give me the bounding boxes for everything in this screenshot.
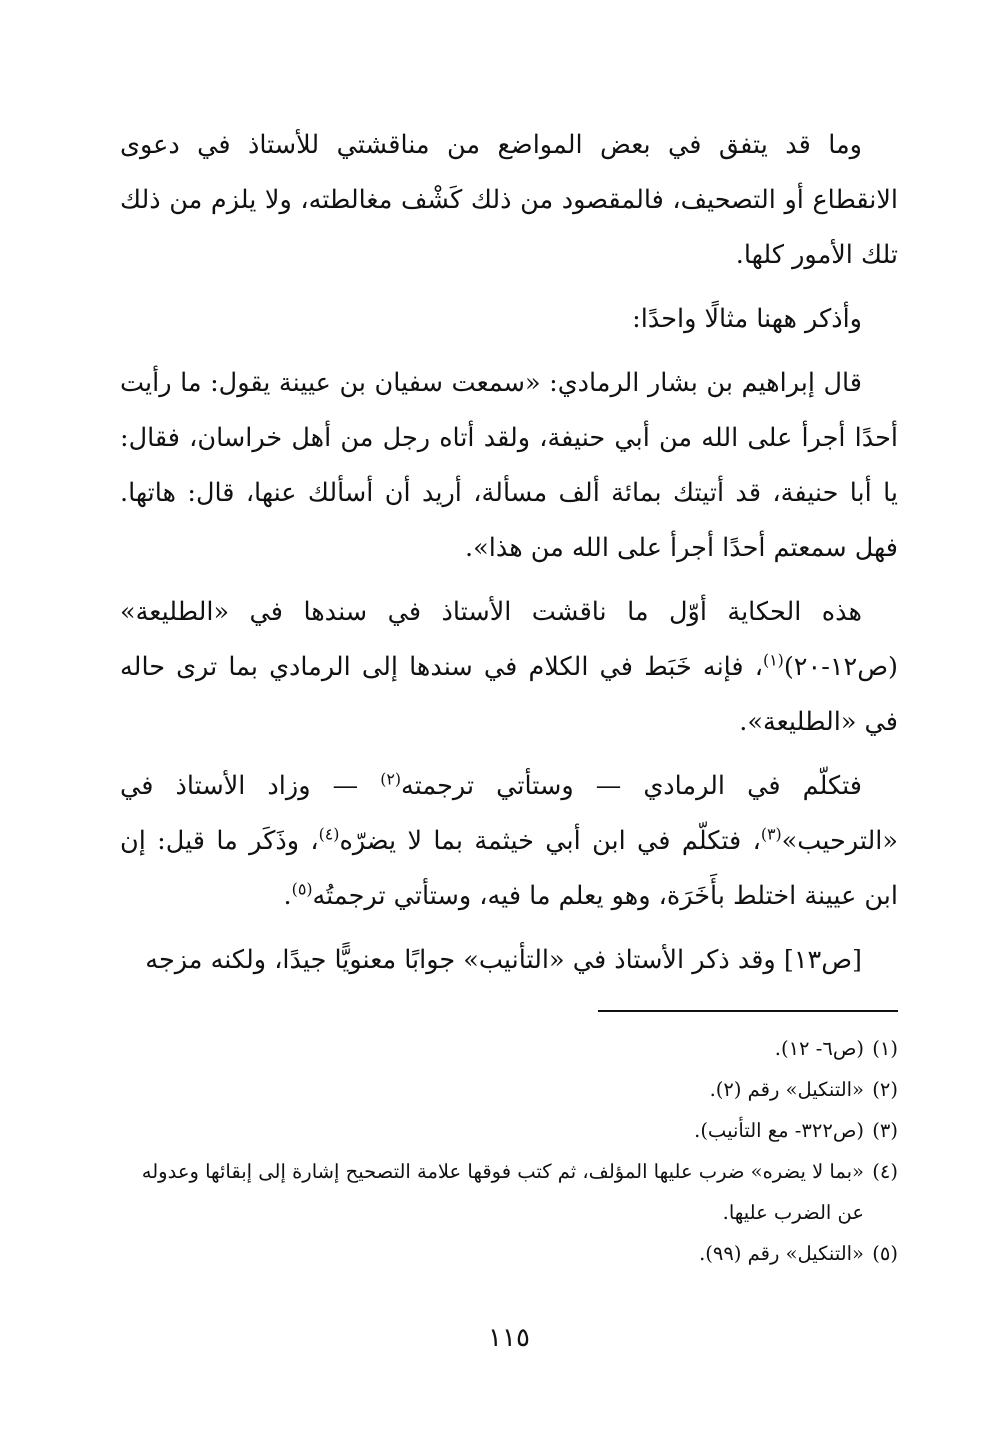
footnote-text: «التنكيل» رقم (٩٩). xyxy=(699,1242,864,1265)
paragraph-text: قال إبراهيم بن بشار الرمادي: «سمعت سفيان بن عيينة يقول: ما رأيت أحدًا أجرأ على الله من أبي حنيفة، ولقد أتاه رجل من أهل خراسان، فقال: يا أبا حنيفة، قد أتيتك بمائة ألف مسألة، أريد أن أسألك عنها، قال: هاتها. فهل سمعتم أحدًا أجرأ على الله من هذا». xyxy=(120,368,898,563)
main-text xyxy=(120,118,898,988)
paragraph-text: وما قد يتفق في بعض المواضع من مناقشتي للأستاذ في دعوى الانقطاع أو التصحيف، فالمقصود من ذلك كَشْف مغالطته، ولا يلزم من ذلك تلك الأمور كلها. xyxy=(120,130,898,270)
paragraph-text: ، فإنه خَبَط في الكلام في سندها إلى الرمادي بما ترى حاله في «الطليعة». xyxy=(120,652,898,737)
paragraph-text: هذه الحكاية أوّل ما ناقشت الأستاذ في سندها في «الطليعة» (ص١٢-٢٠) xyxy=(120,597,898,682)
paragraph-4 xyxy=(120,585,898,750)
footnote-text: «بما لا يضره» ضرب عليها المؤلف، ثم كتب فوقها علامة التصحيح إشارة إلى إبقائها وعدوله عن الضرب عليها. xyxy=(141,1160,864,1224)
footnotes xyxy=(120,1028,898,1274)
footnote-divider xyxy=(598,1010,898,1012)
paragraph-text: وأذكر ههنا مثالًا واحدًا: xyxy=(632,304,862,334)
paragraph-text: — وزاد الأستاذ في «الترحيب» xyxy=(120,771,898,856)
footnote-number: (٥) xyxy=(872,1242,898,1265)
footnote-number: (٢) xyxy=(872,1078,898,1101)
paragraph-1 xyxy=(120,118,898,283)
footnote-ref: (٥) xyxy=(291,879,313,899)
page-number: ١١٥ xyxy=(488,1323,530,1353)
footnote-text: (ص٣٢٢- مع التأنيب). xyxy=(694,1119,864,1142)
paragraph-text: . xyxy=(283,881,292,911)
paragraph-text: ، وذَكَر ما قيل: إن ابن عيينة اختلط بأَخَرَة، وهو يعلم ما فيه، وستأتي ترجمتُه xyxy=(120,826,898,911)
footnote-4 xyxy=(120,1151,898,1233)
paragraph-text: ، فتكلّم في ابن أبي خيثمة بما لا يضرّه xyxy=(339,826,761,856)
paragraph-text: [ص١٣] وقد ذكر الأستاذ في «التأنيب» جوابًا معنويًّا جيدًا، ولكنه مزجه xyxy=(145,945,862,975)
paragraph-5 xyxy=(120,759,898,924)
paragraph-text: فتكلّم في الرمادي — وستأتي ترجمته xyxy=(401,771,862,801)
footnote-2 xyxy=(120,1069,898,1110)
page xyxy=(120,118,898,1398)
footnote-3 xyxy=(120,1110,898,1151)
footnote-text: (ص٦- ١٢). xyxy=(774,1037,864,1060)
paragraph-3 xyxy=(120,356,898,576)
paragraph-6 xyxy=(120,933,898,988)
footnote-ref: (٤) xyxy=(318,824,340,844)
footnote-1 xyxy=(120,1028,898,1069)
footnote-5 xyxy=(120,1233,898,1274)
footnote-number: (٣) xyxy=(872,1119,898,1142)
footnote-ref: (٢) xyxy=(380,769,402,789)
footnote-number: (٤) xyxy=(872,1160,898,1183)
paragraph-2 xyxy=(120,292,898,347)
footnote-number: (١) xyxy=(872,1037,898,1060)
footnote-ref: (١) xyxy=(762,650,784,670)
footnote-ref: (٣) xyxy=(760,824,782,844)
footnote-text: «التنكيل» رقم (٢). xyxy=(709,1078,864,1101)
